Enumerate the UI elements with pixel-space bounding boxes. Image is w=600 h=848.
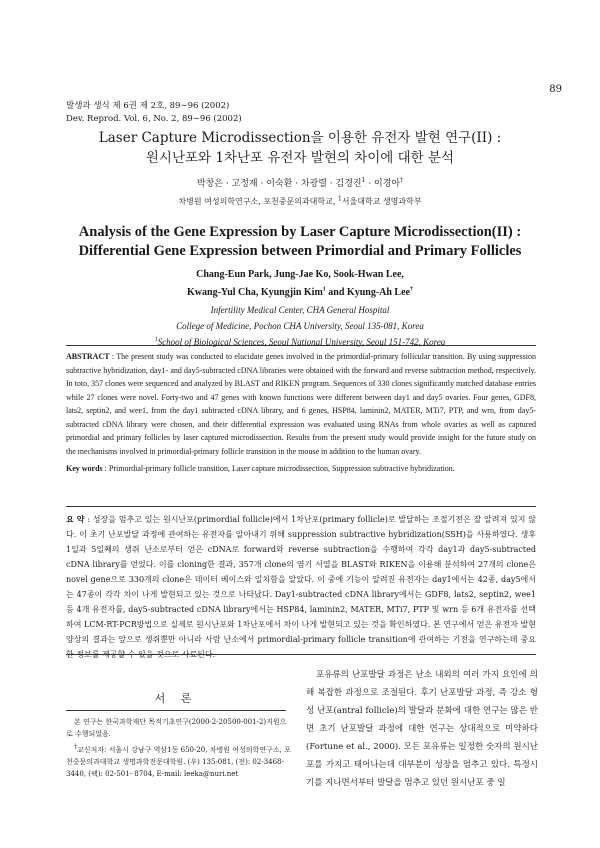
keywords-label: Key words xyxy=(66,464,103,473)
korean-author-affil-mark: 1 xyxy=(361,177,366,184)
korean-abstract-text: : 성장을 멈추고 있는 원시난포(primordial follicle)에서 1차난포(primary follicle)로 발달하는 조절기전은 잘 알려져 있지 않다. 이 초기 난포발달 과정에 관여하는 유전자를 알아내기 위해 suppression subtractive hybridization(SSH)을 사용하였다. 생후 1일과 5일째의 생쥐 난소로부터 얻은 cDNA로 forward와 reverse subtraction을 수행하여 각각 day1과 day5-subtracted cDNA library를 얻었다. 이를 cloning한 결과, 357개 clone의 염기 서열을 BLAST와 RIKEN을 이용해 분석하여 27개의 clone은 novel gene으로 330개의 clone은 데이터 베이스와 일치함을 알았다. 이 중에 기능이 알려진 유전자는 day1에서는 42종, day5에서는 47종이 각각 차이 나게 발현되고 있는 것으로 나타났다. Day1-subtracted cDNA library에서는 GDF8, lats2, septin2, wee1등 4개 유전자를, day5-subtracted cDNA library에서는 HSP84, laminin2, MATER, MTi7, PTP 및 wrn 등 6개 유전자를 선택하여 LCM-RT-PCR방법으로 실제로 원시난포와 1차난포에서 차이 나게 발현되고 있는 것을 확인하였다. 본 연구에서 얻은 유전자 발현 양상의 결과는 앞으로 생쥐뿐만 아니라 사람 난소에서 primordial-primary follicle transition에 관여하는 기전을 연구하는데 중요한 정보를 제공할 수 있을 것으로 사료된다. xyxy=(66,515,536,659)
english-authors-line2a: Kwang-Yul Cha, Kyungjin Kim xyxy=(187,287,323,298)
korean-title-line1: Laser Capture Microdissection을 이용한 유전자 발현 연구(II) : xyxy=(98,130,502,146)
english-authors-line2b: and Kyung-Ah Lee xyxy=(325,287,410,298)
korean-affiliation-second: 서울대학교 생명과학부 xyxy=(341,197,422,206)
korean-abstract-label: 요 약 xyxy=(66,514,85,524)
footnote-rule xyxy=(66,710,286,711)
keywords-text: : Primordial-primary follicle transition, Laser capture microdissection, Suppression subtractive hybridization. xyxy=(102,464,455,473)
funding-footnote: 본 연구는 한국과학재단 목적기초연구(2000-2-20500-001-2)지원으로 수행되었음. xyxy=(66,718,287,738)
english-affiliation-line2: College of Medicine, Pochon CHA University, Seoul 135-081, Korea xyxy=(176,321,424,331)
english-authors xyxy=(0,266,600,302)
korean-title xyxy=(0,128,600,168)
korean-title-line2: 원시난포와 1차난포 유전자 발현의 차이에 대한 분석 xyxy=(145,150,455,166)
korean-affiliation xyxy=(0,196,600,207)
journal-citation-english: Dev. Reprod. Vol. 6, No. 2, 89∼96 (2002) xyxy=(66,114,242,124)
english-title xyxy=(0,223,600,261)
korean-abstract-bottom-rule xyxy=(66,654,536,655)
english-title-line1: Analysis of the Gene Expression by Laser Capture Microdissection(II) : xyxy=(78,224,522,240)
korean-authors xyxy=(0,176,600,189)
corresponding-author-mark: † xyxy=(400,177,404,184)
page-number: 89 xyxy=(549,84,562,95)
introduction-heading: 서 론 xyxy=(154,692,198,705)
correspondence-text: 교신저자: 서울시 강남구 역삼1동 650-20, 차병원 여성의학연구소, 포천중문의과대학교 생명과학전문대학원. (우) 135-081, (전): 02-3468-3440, (팩): 02-501- 8704, E-mail: leeka@nuri.net xyxy=(66,746,291,778)
korean-author-last: · 이경아 xyxy=(365,179,401,189)
korean-author-names: 박창은 · 고정재 · 이숙환 · 차광렬 · 김경진 xyxy=(196,179,362,189)
abstract-top-rule xyxy=(66,345,536,346)
journal-citation xyxy=(66,100,242,126)
keywords xyxy=(66,462,536,476)
korean-affiliation-main: 차병원 여성의학연구소, 포천중문의과대학교, xyxy=(178,197,338,206)
english-affiliation-line3-text: School of Biological Sciences, Seoul National University, Seoul 151-742, Korea xyxy=(157,337,446,347)
journal-citation-korean: 발생과 생식 제 6권 제 2호, 89∼96 (2002) xyxy=(66,101,230,111)
correspondence-mark: † xyxy=(74,743,77,751)
correspondence-footnote xyxy=(66,744,291,780)
english-author-affil-mark: 1 xyxy=(322,286,326,293)
abstract-bottom-rule xyxy=(66,506,536,507)
english-authors-line1: Chang-Eun Park, Jung-Jae Ko, Sook-Hwan Lee, xyxy=(196,269,404,280)
korean-abstract xyxy=(66,512,536,662)
korean-affiliation-mark: 1 xyxy=(337,195,342,203)
abstract-body xyxy=(66,350,536,458)
english-title-line2: Differential Gene Expression between Primordial and Primary Follicles xyxy=(78,243,522,259)
abstract-text: : The present study was conducted to elucidate genes involved in the primordial-primary follicular transition. By using suppression subtractive hybridization, day1- and day5-subtracted cDNA libraries were obtained with the forward and reverse subtraction method, respectively. In toto, 357 clones were sequenced and analyzed by BLAST and RIKEN program. Sequences of 330 clones significantly matched database entries while 27 clones were novel. Forty-two and 47 genes with known functions were different between day1 and day5 ovaries. Four genes, GDF8, lats2, septin2, and wee1, from the day1 subtracted cDNA library, and 6 genes, HSP84, laminin2, MATER, MTi7, PTP, and wrn, from day5-subtracted cDNA library were chosen, and their differential expression was evaluated using RNAs from whole ovaries as well as captured primordial and primary follicles by laser captured microdissection. Results from the present study would provide insight for the future study on the mechanisms involved in primordial-primary follicle transition in the mouse in addition to the human ovary. xyxy=(66,352,536,456)
english-affiliation xyxy=(0,302,600,350)
footnotes xyxy=(66,716,291,784)
english-affiliation-mark: 1 xyxy=(154,337,158,343)
english-affiliation-line3 xyxy=(0,334,600,350)
english-authors-line2 xyxy=(0,284,600,302)
abstract-label: ABSTRACT xyxy=(66,352,110,361)
english-affiliation-line1: Infertility Medical Center, CHA General Hospital xyxy=(210,305,390,315)
english-abstract xyxy=(66,350,536,476)
introduction-text: 포유류의 난포발달 과정은 난소 내외의 여러 가지 요인에 의해 복잡한 과정으로 조절된다. 후기 난포발달 과정, 즉 강소 형성 난포(antral follicle)의 발달과 분화에 대한 연구는 많은 반면 초기 난포발달 과정에 대한 연구는 상대적으로 미약하다(Fortune et al., 2000). 모든 포유류는 일정한 숫자의 원시난포를 가지고 태어나는데 대부분이 성장을 멈추고 있다. 특정시기를 지나면서부터 발달을 멈추고 있던 원시난포 중 일 xyxy=(306,670,538,788)
english-corresponding-mark: † xyxy=(409,286,413,293)
